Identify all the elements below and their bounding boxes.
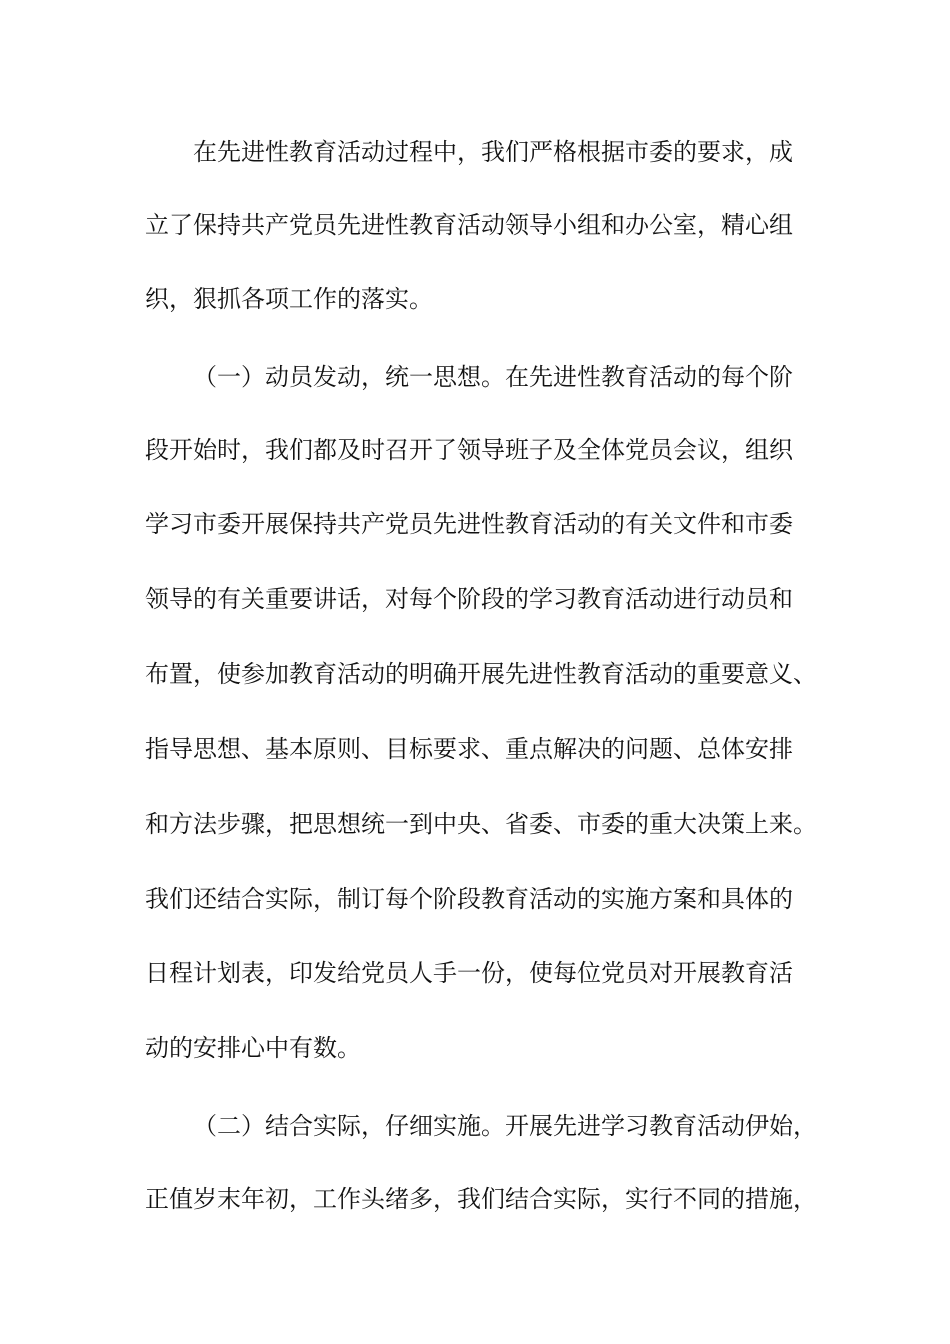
paragraph-2-line-4: 领导的有关重要讲话，对每个阶段的学习教育活动进行动员和: [145, 585, 793, 613]
paragraph-2-line-10: 动的安排心中有数。: [145, 1034, 361, 1062]
paragraph-2-line-8: 我们还结合实际，制订每个阶段教育活动的实施方案和具体的: [145, 885, 793, 913]
paragraph-3-line-2: 正值岁末年初，工作头绪多，我们结合实际，实行不同的措施，: [145, 1185, 817, 1213]
paragraph-2-line-6: 指导思想、基本原则、目标要求、重点解决的问题、总体安排: [145, 735, 793, 763]
paragraph-2-line-9: 日程计划表，印发给党员人手一份，使每位党员对开展教育活: [145, 959, 793, 987]
paragraph-3-line-1: （二）结合实际，仔细实施。开展先进学习教育活动伊始，: [193, 1112, 817, 1140]
paragraph-2-line-1: （一）动员发动，统一思想。在先进性教育活动的每个阶: [193, 363, 793, 391]
paragraph-1-line-2: 立了保持共产党员先进性教育活动领导小组和办公室，精心组: [145, 211, 793, 239]
paragraph-1-line-3: 织，狠抓各项工作的落实。: [145, 285, 433, 313]
paragraph-2-line-2: 段开始时，我们都及时召开了领导班子及全体党员会议，组织: [145, 436, 793, 464]
paragraph-2-line-5: 布置，使参加教育活动的明确开展先进性教育活动的重要意义、: [145, 660, 817, 688]
paragraph-1-line-1: 在先进性教育活动过程中，我们严格根据市委的要求，成: [193, 138, 793, 166]
paragraph-2-line-3: 学习市委开展保持共产党员先进性教育活动的有关文件和市委: [145, 510, 793, 538]
paragraph-2-line-7: 和方法步骤，把思想统一到中央、省委、市委的重大决策上来。: [145, 810, 817, 838]
